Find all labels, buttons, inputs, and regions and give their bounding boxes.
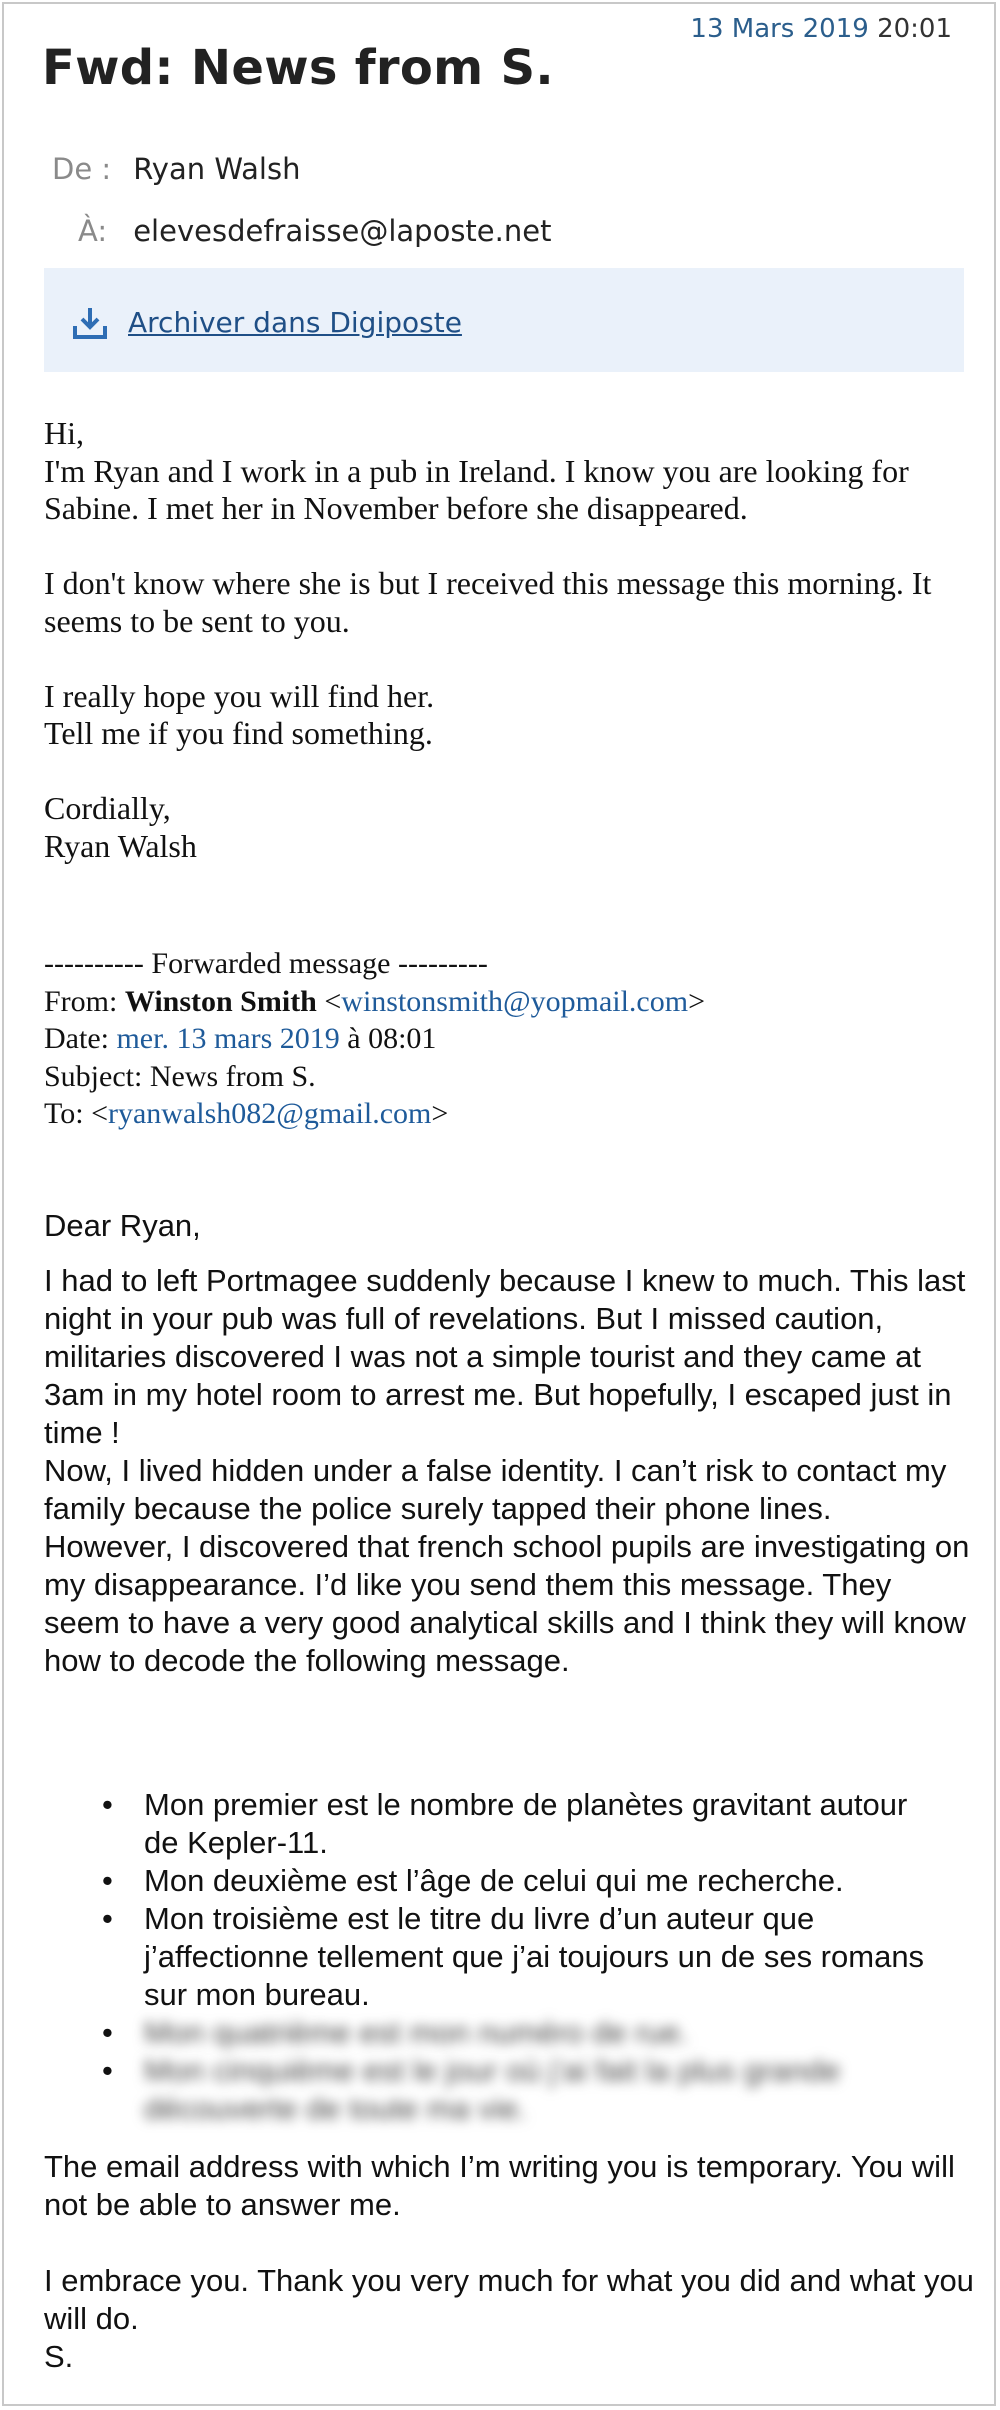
forwarded-date-link[interactable]: mer. 13 mars 2019 — [116, 1022, 340, 1055]
riddle-item: • Mon premier est le nombre de planètes gravitant autour de Kepler-11. — [144, 1786, 944, 1862]
riddle-item: • Mon deuxième est l’âge de celui qui me recherche. — [144, 1862, 944, 1900]
riddle-item-blurred: • Mon cinquième est le jour où j’ai fait la plus grande découverte de toute ma vie. — [144, 2052, 944, 2128]
email-subject: Fwd: News from S. — [42, 40, 554, 96]
body-paragraph: I don't know where she is but I received this message this morning. It seems to be sent to you. — [44, 565, 932, 639]
forwarded-subject: News from S. — [149, 1059, 316, 1093]
body-line: I really hope you will find her. — [44, 677, 435, 714]
message-paragraph: However, I discovered that french school pupils are investigating on my disappearance. I’d like you send them this message. They seem to have a very good analytical skills and I think they will know how to decode the following message. — [44, 1529, 970, 1678]
forwarded-subject-row: Subject: News from S. — [44, 1059, 316, 1093]
email-viewer — [2, 2, 996, 2406]
forwarded-header — [44, 945, 964, 1133]
forwarded-from-row: From: Winston Smith <winstonsmith@yopmail.com> — [44, 984, 706, 1018]
forwarded-message-footer — [44, 2148, 974, 2376]
recipient-row — [78, 214, 551, 248]
message-paragraph: I embrace you. Thank you very much for what you did and what you will do. — [44, 2263, 974, 2336]
email-date-day: 13 Mars 2019 — [690, 14, 869, 44]
riddle-item: • Mon troisième est le titre du livre d’un auteur que j’affectionne tellement que j’ai toujours un de ses romans sur mon bureau. — [144, 1900, 944, 2014]
email-date-time: 20:01 — [877, 14, 952, 44]
download-tray-icon[interactable] — [72, 306, 108, 340]
message-paragraph: I had to left Portmagee suddenly because I knew to much. This last night in your pub was full of revelations. But I missed caution, militaries discovered I was not a simple tourist and they came at 3am in my hotel room to arrest me. But hopefully, I escaped just in time ! — [44, 1263, 966, 1450]
email-date — [690, 14, 952, 44]
sender-row — [52, 152, 300, 186]
forwarded-from-email-link[interactable]: winstonsmith@yopmail.com — [341, 984, 689, 1018]
forwarded-message-body — [44, 1262, 974, 1680]
body-line: Tell me if you find something. — [44, 715, 433, 751]
email-body — [44, 415, 964, 865]
message-signoff: S. — [44, 2339, 74, 2374]
message-greeting: Dear Ryan, — [44, 1208, 201, 1243]
forwarded-to-email-link[interactable]: ryanwalsh082@gmail.com — [108, 1097, 432, 1130]
forwarded-to-row: To: <ryanwalsh082@gmail.com> — [44, 1097, 449, 1130]
forwarded-message — [44, 1207, 974, 1245]
sender-name[interactable]: Ryan Walsh — [133, 152, 301, 186]
archive-banner — [44, 268, 964, 372]
archive-digiposte-link[interactable]: Archiver dans Digiposte — [128, 306, 462, 339]
message-paragraph: Now, I lived hidden under a false identity. I can’t risk to contact my family because the police surely tapped their phone lines. — [44, 1453, 947, 1526]
recipient-label: À: — [78, 214, 108, 248]
body-signature: Ryan Walsh — [44, 827, 197, 864]
riddle-item-blurred: • Mon quatrième est mon numéro de rue. — [144, 2014, 944, 2052]
forwarded-separator: ---------- Forwarded message --------- — [44, 947, 488, 980]
forwarded-from-name: Winston Smith — [124, 984, 317, 1018]
body-greeting: Hi, — [44, 415, 84, 451]
sender-label: De : — [52, 152, 112, 186]
body-closing: Cordially, — [44, 790, 171, 826]
message-paragraph: The email address with which I’m writing you is temporary. You will not be able to answer me. — [44, 2149, 955, 2222]
recipient-address[interactable]: elevesdefraisse@laposte.net — [133, 214, 552, 248]
body-intro: I'm Ryan and I work in a pub in Ireland. I know you are looking for Sabine. I met her in November before she disappeared. — [44, 452, 909, 526]
riddle-list — [144, 1786, 944, 2128]
forwarded-date-row: Date: mer. 13 mars 2019 à 08:01 — [44, 1022, 437, 1055]
